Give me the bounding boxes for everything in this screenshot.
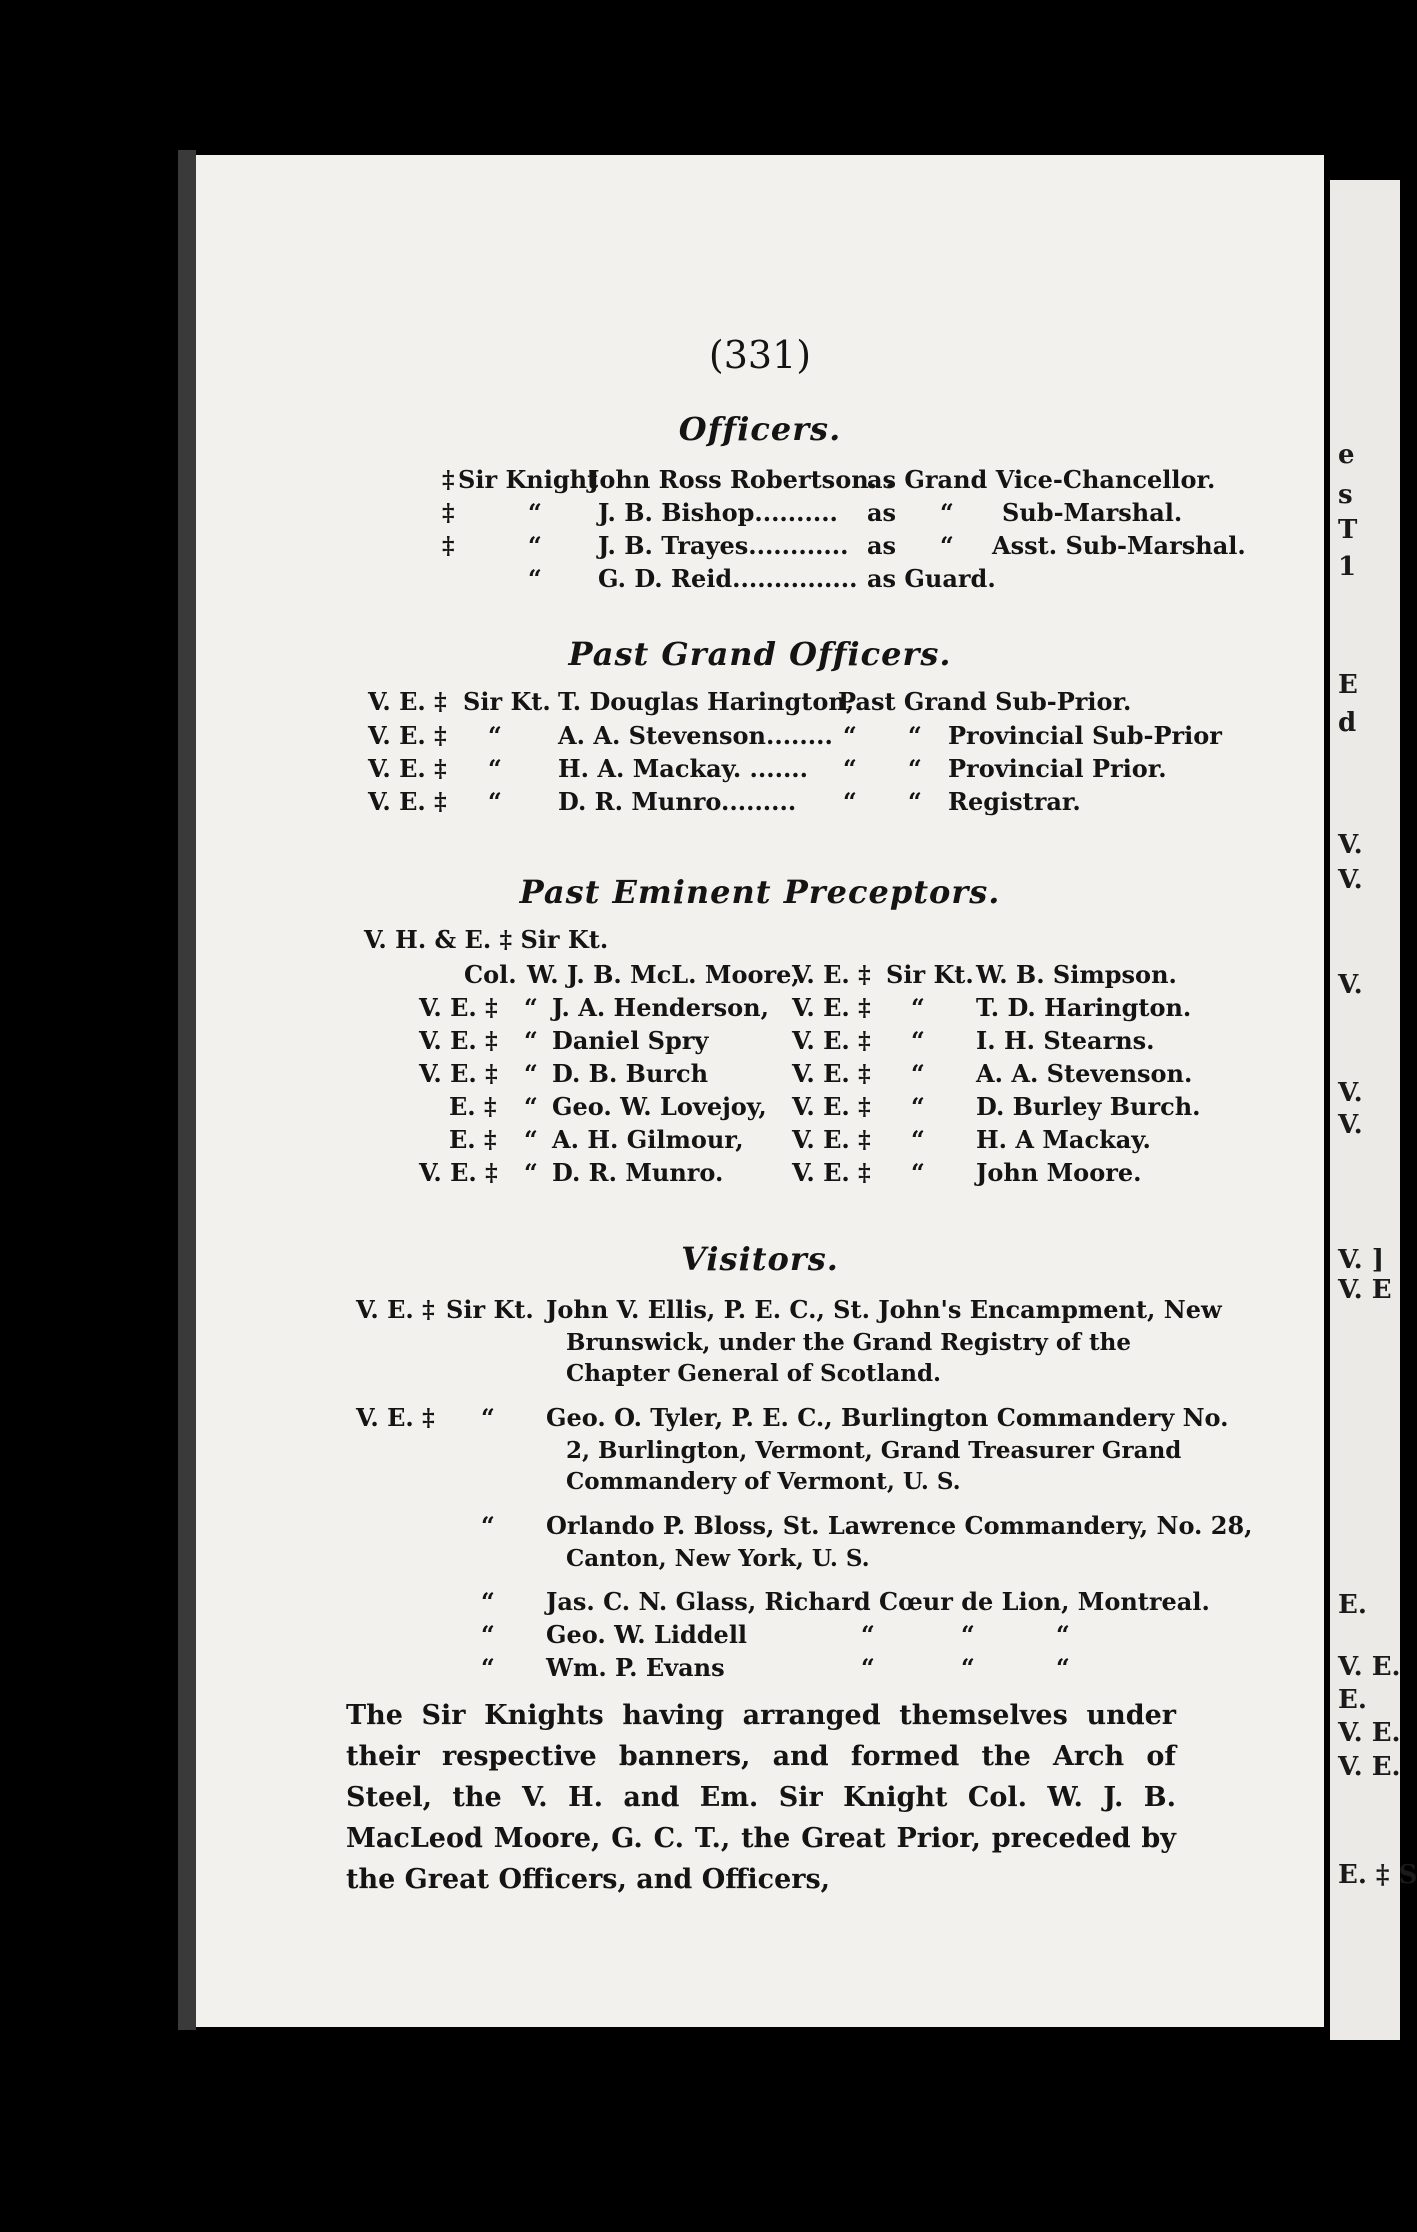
fragment-line: V. (1338, 865, 1363, 895)
fragment-line: V. E. (1338, 1652, 1401, 1682)
officer-name: J. B. Trayes............ (598, 531, 849, 560)
officer-title: Asst. Sub-Marshal. (992, 531, 1246, 560)
officer-ditto: “ (940, 498, 954, 527)
left-prefix: “ (524, 1158, 538, 1187)
left-prefix: “ (524, 1092, 538, 1121)
book-spine-shadow (178, 150, 196, 2030)
visitor-first-line: Geo. W. Liddell (546, 1620, 748, 1649)
rank: V. E. ‡ (368, 687, 447, 716)
officer-prefix: “ (528, 531, 542, 560)
right-name: John Moore. (976, 1158, 1142, 1187)
document-page (196, 155, 1324, 2027)
visitor-first-line: Geo. O. Tyler, P. E. C., Burlington Commandery No. (546, 1403, 1229, 1432)
right-name: A. A. Stevenson. (976, 1059, 1193, 1088)
visitor-first-line: John V. Ellis, P. E. C., St. John's Encampment, New (546, 1295, 1222, 1324)
closing-paragraph: The Sir Knights having arranged themselves under their respective banners, and formed the Arch of Steel, the V. H. and Em. Sir Knight Col. W. J. B. MacLeod Moore, G. C. T., the Great Prior, preceded by the Great Officers, and Officers, (346, 1700, 1176, 1895)
prefix: “ (488, 721, 502, 750)
prefix: Sir Kt. (463, 687, 551, 716)
visitor-prefix: “ (481, 1587, 495, 1616)
fragment-line: V. (1338, 970, 1363, 1000)
left-prefix: Col. (464, 960, 517, 989)
left-name: D. R. Munro. (552, 1158, 724, 1187)
fragment-line: V. (1338, 1110, 1363, 1140)
right-name: T. D. Harington. (976, 993, 1192, 1022)
ditto: “ (843, 721, 857, 750)
fragment-line: V. (1338, 1078, 1363, 1108)
right-rank: V. E. ‡ (792, 1026, 871, 1055)
visitor-first-line: Orlando P. Bloss, St. Lawrence Commandery, No. 28, (546, 1511, 1253, 1540)
right-name: I. H. Stearns. (976, 1026, 1155, 1055)
left-rank: V. E. ‡ (419, 1059, 498, 1088)
visitors-heading: Visitors. (681, 1240, 839, 1278)
title: Registrar. (948, 787, 1081, 816)
visitor-prefix: “ (481, 1403, 495, 1432)
officer-name: J. B. Bishop.......... (598, 498, 838, 527)
visitor-continuation: Canton, New York, U. S. (566, 1545, 870, 1572)
right-name: D. Burley Burch. (976, 1092, 1201, 1121)
fragment-line: V. ] (1338, 1245, 1385, 1275)
officer-ditto: “ (940, 531, 954, 560)
left-prefix: “ (524, 1026, 538, 1055)
visitor-continuation: 2, Burlington, Vermont, Grand Treasurer Grand Commandery of Vermont, U. S. (566, 1437, 1182, 1495)
visitor-rank: V. E. ‡ (356, 1295, 435, 1324)
past-grand-officers-heading: Past Grand Officers. (568, 635, 952, 673)
left-name: A. H. Gilmour, (552, 1125, 744, 1154)
right-prefix: “ (911, 993, 925, 1022)
visitor-continuation: Brunswick, under the Grand Registry of the Chapter General of Scotland. (566, 1329, 1132, 1387)
officer-mark: ‡ (442, 498, 455, 527)
fragment-line: s (1338, 480, 1353, 510)
name: D. R. Munro......... (558, 787, 797, 816)
officer-name: John Ross Robertson. . (588, 465, 894, 494)
visitor-prefix: “ (481, 1620, 495, 1649)
preceptor-first-line: V. H. & E. ‡ Sir Kt. (364, 925, 609, 954)
left-prefix: “ (524, 993, 538, 1022)
visitor-rank: V. E. ‡ (356, 1403, 435, 1432)
right-rank: V. E. ‡ (792, 1092, 871, 1121)
right-prefix: Sir Kt. (886, 960, 974, 989)
past-eminent-preceptors-heading: Past Eminent Preceptors. (519, 873, 1001, 911)
ditto: “ (1056, 1653, 1070, 1682)
left-name: Geo. W. Lovejoy, (552, 1092, 767, 1121)
right-rank: V. E. ‡ (792, 1125, 871, 1154)
name: T. Douglas Harington, (558, 687, 855, 716)
visitor-prefix: Sir Kt. (446, 1295, 534, 1324)
left-prefix: “ (524, 1059, 538, 1088)
left-rank: V. E. ‡ (419, 993, 498, 1022)
officer-as: as (867, 498, 897, 527)
ditto: “ (961, 1620, 975, 1649)
left-rank: E. ‡ (449, 1092, 497, 1121)
fragment-line: E. ‡ S (1338, 1860, 1417, 1890)
officer-title: Sub-Marshal. (1002, 498, 1183, 527)
right-name: H. A Mackay. (976, 1125, 1151, 1154)
right-rank: V. E. ‡ (792, 1059, 871, 1088)
name: H. A. Mackay. ....... (558, 754, 809, 783)
visitor-prefix: “ (481, 1653, 495, 1682)
rank: V. E. ‡ (368, 721, 447, 750)
ditto: “ (908, 721, 922, 750)
fragment-line: V. E. (1338, 1752, 1401, 1782)
officer-title: as Guard. (867, 564, 996, 593)
right-prefix: “ (911, 1158, 925, 1187)
right-prefix: “ (911, 1059, 925, 1088)
fragment-line: V. E. (1338, 1718, 1401, 1748)
visitor-first-line: Wm. P. Evans (546, 1653, 725, 1682)
title: Provincial Prior. (948, 754, 1167, 783)
right-rank: V. E. ‡ (792, 1158, 871, 1187)
left-name: J. A. Henderson, (552, 993, 769, 1022)
right-prefix: “ (911, 1026, 925, 1055)
prefix: “ (488, 754, 502, 783)
visitor-prefix: “ (481, 1511, 495, 1540)
title: Past Grand Sub-Prior. (838, 687, 1132, 716)
officer-mark: ‡ (442, 465, 455, 494)
fragment-line: E. (1338, 1685, 1367, 1715)
ditto: “ (908, 754, 922, 783)
right-prefix: “ (911, 1092, 925, 1121)
rank: V. E. ‡ (368, 754, 447, 783)
left-rank: E. ‡ (449, 1125, 497, 1154)
left-rank: V. E. ‡ (419, 1158, 498, 1187)
left-name: W. J. B. McL. Moore, (527, 960, 800, 989)
left-name: D. B. Burch (552, 1059, 709, 1088)
fragment-line: d (1338, 708, 1357, 738)
fragment-line: E. (1338, 1590, 1367, 1620)
name: A. A. Stevenson........ (558, 721, 833, 750)
adjacent-page-fragment (1330, 180, 1417, 2040)
ditto: “ (1056, 1620, 1070, 1649)
rank: V. E. ‡ (368, 787, 447, 816)
left-prefix: “ (524, 1125, 538, 1154)
page-number: (331) (708, 333, 812, 377)
ditto: “ (861, 1620, 875, 1649)
fragment-line: V. (1338, 830, 1363, 860)
officers-heading: Officers. (678, 410, 842, 448)
officer-prefix: “ (528, 564, 542, 593)
prefix: “ (488, 787, 502, 816)
officer-prefix: Sir Knight (458, 465, 599, 494)
officer-mark: ‡ (442, 531, 455, 560)
officer-title: as Grand Vice-Chancellor. (867, 465, 1216, 494)
visitor-first-line: Jas. C. N. Glass, Richard Cœur de Lion, Montreal. (546, 1587, 1210, 1616)
officer-name: G. D. Reid............... (598, 564, 858, 593)
fragment-line: E (1338, 670, 1358, 700)
left-rank: V. E. ‡ (419, 1026, 498, 1055)
fragment-line: V. E (1338, 1275, 1392, 1305)
officer-as: as (867, 531, 897, 560)
fragment-line: 1 (1338, 552, 1357, 582)
ditto: “ (843, 754, 857, 783)
right-name: W. B. Simpson. (976, 960, 1177, 989)
fragment-line: e (1338, 440, 1355, 470)
right-rank: V. E. ‡ (792, 993, 871, 1022)
title: Provincial Sub-Prior (948, 721, 1222, 750)
ditto: “ (861, 1653, 875, 1682)
right-prefix: “ (911, 1125, 925, 1154)
ditto: “ (843, 787, 857, 816)
ditto: “ (961, 1653, 975, 1682)
left-name: Daniel Spry (552, 1026, 709, 1055)
ditto: “ (908, 787, 922, 816)
right-rank: V. E. ‡ (792, 960, 871, 989)
officer-prefix: “ (528, 498, 542, 527)
fragment-line: T (1338, 515, 1358, 545)
